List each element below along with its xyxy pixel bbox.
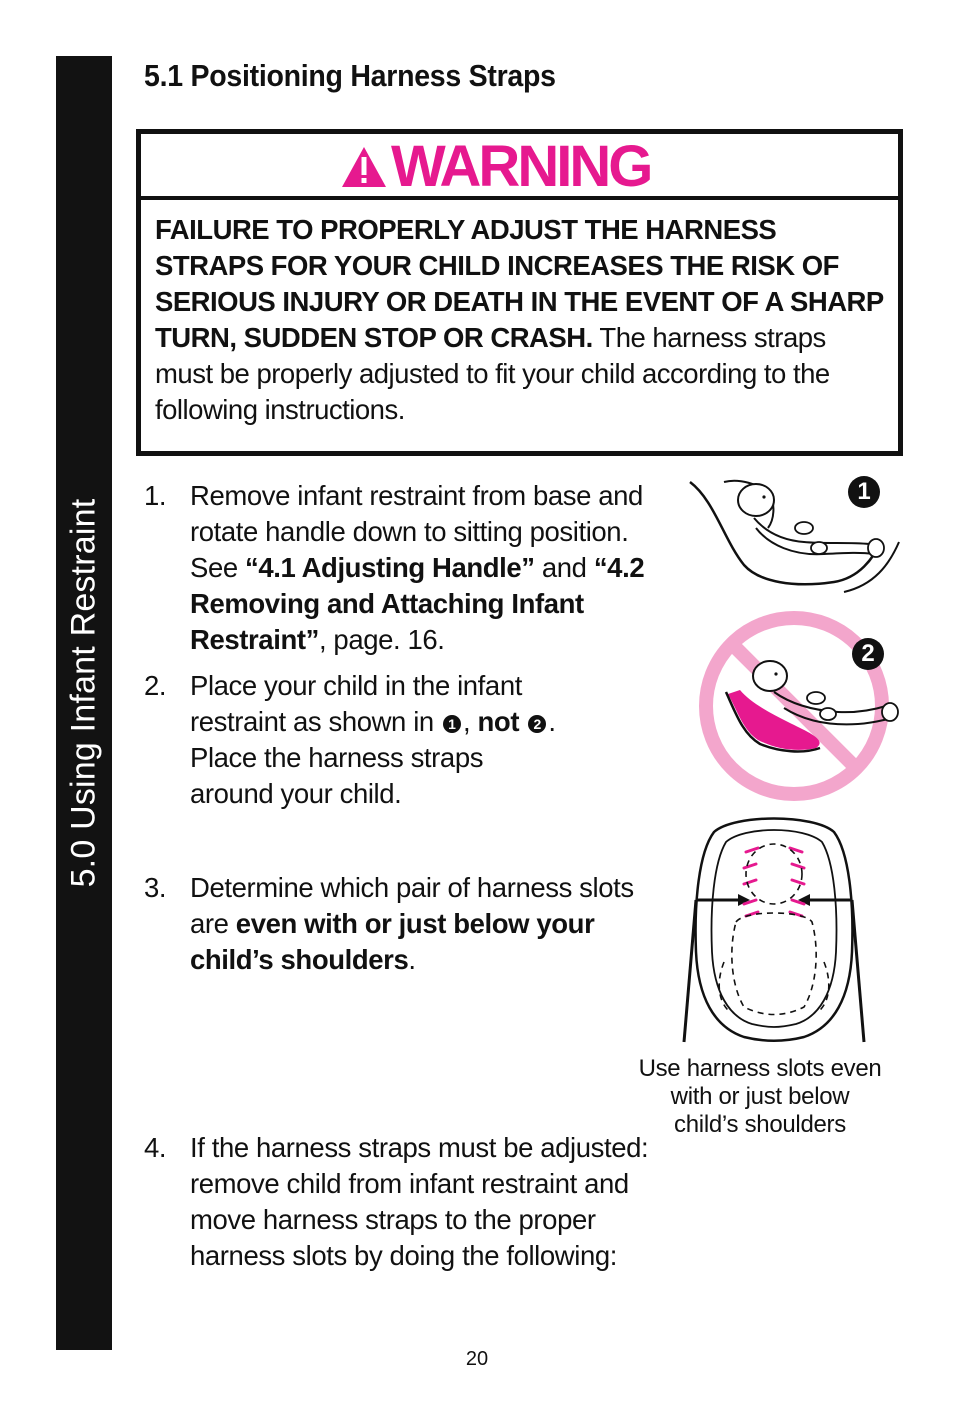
figure-2-marker: 2	[861, 640, 875, 667]
step-emphasis: even with or just below your child’s shoulders	[190, 908, 595, 975]
step-text-part: Remove infant restraint from base and rotate handle down to sitting position. See	[190, 480, 643, 583]
step-text	[190, 668, 560, 812]
step-emphasis: not	[477, 706, 520, 737]
harness-slots-illustration	[664, 812, 884, 1052]
step-text-part: Determine which pair of harness slots are	[190, 872, 634, 939]
step-text-part: . Place the harness straps around your child.	[190, 706, 556, 809]
warning-bold-text: FAILURE TO PROPERLY ADJUST THE HARNESS STRAPS FOR YOUR CHILD INCREASES THE RISK OF SERIOUS INJURY OR DEATH IN THE EVENT OF A SHARP TURN, SUDDEN STOP OR CRASH.	[155, 214, 884, 353]
step-text-part: .	[408, 944, 416, 975]
step-text-part: , page. 16.	[318, 624, 445, 655]
figure-2-marker-icon: 2	[528, 715, 546, 733]
step-text-part: ,	[463, 706, 478, 737]
step-text	[190, 478, 645, 658]
section-title: 5.1 Positioning Harness Straps	[144, 58, 556, 93]
warning-text	[155, 212, 885, 428]
step-number: 2.	[144, 670, 167, 701]
step-reference: “4.1 Adjusting Handle”	[244, 552, 535, 583]
step-text-part: and	[534, 552, 594, 583]
warning-box	[136, 129, 903, 456]
step-reference: “4.2 Removing and Attaching Infant Restraint”	[190, 552, 645, 655]
sidebar-label: 5.0 Using Infant Restraint	[64, 498, 103, 888]
incorrect-position-illustration	[688, 602, 908, 807]
step-number: 1.	[144, 480, 167, 511]
warning-word: WARNING	[391, 134, 651, 199]
figure-1-marker: 1	[857, 478, 871, 505]
figure-1-marker-icon: 1	[443, 715, 461, 733]
page-number: 20	[465, 1348, 489, 1370]
step-text: If the harness straps must be adjusted: remove child from infant restraint and move harness straps to the proper harness slots by doing the following:	[190, 1132, 649, 1271]
warning-header	[141, 134, 898, 200]
warning-title	[341, 134, 651, 199]
warning-triangle-icon	[341, 145, 387, 189]
warning-body-text: The harness straps must be properly adjusted to fit your child according to the following instructions.	[155, 322, 830, 425]
step-text	[190, 870, 635, 978]
illustration-caption: Use harness slots even with or just below child’s shoulders	[638, 1055, 882, 1138]
step-number: 3.	[144, 872, 167, 903]
step-number: 4.	[144, 1132, 167, 1163]
step-text-part: Place your child in the infant restraint as shown in	[190, 670, 522, 737]
